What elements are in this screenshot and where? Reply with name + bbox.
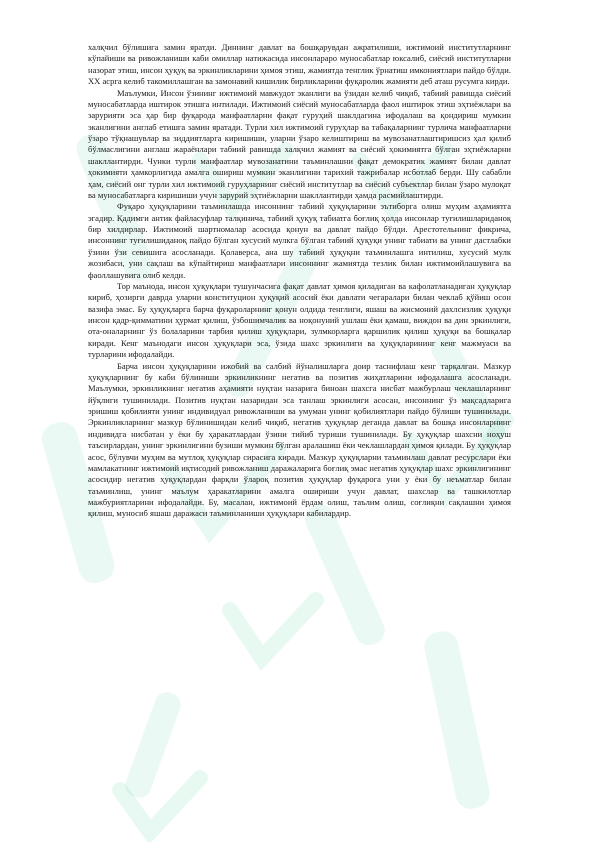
- paragraph: халқчил бўлишига замин яратди. Диннинг давлат ва бошқарувдан ажратилиши, ижтимоий институтларнинг кўпайиши ва ривожланиши каби омиллар натижасида инсонлараро муносабатлар юксалиб, сиёсий институтларни назорат этиш, инсон ҳуқуқ ва эркинликларини ҳимоя этиш, жамиятда тенглик ўрнатиш имкониятлари пайдо бўлди. XX асрга келиб такомиллашган ва замонавий кишилик бирликларини фуқаролик жамияти деб аташ русумга кирди.: [88, 42, 511, 87]
- body-text: [88, 42, 511, 520]
- paragraph: Барча инсон ҳуқуқларини ижобий ва салбий йўналишларга доир таснифлаш кенг тарқалган. Мазкур ҳуқуқларнинг бу каби бўлиниши эркинликнинг негатив ва позитив жиҳатларини ифодалашга асосланади. Маълумки, эркинликнинг негатив аҳамияти нуқтаи назарига биноан шахсга нисбат мажбурлаш чеклашларнинг йўқлиги тушинилади. Позитив нуқтан назаридан эса танлаш эркинлиги асосан, инсоннинг ўз мақсадларига эришиш қобилияти унинг индивидуал ривожланиши ва умуман унинг қобилиятлари пайдо бўлиши тушинилади. Эркинликларнинг мазкур бўлинишидан келиб чиқиб, негатив ҳуқуқлар деганда давлат ва бошқа инсонларнинг индивидга нисбатан у ёки бу ҳаракатлардан ўзини тийиб туриши тушинилади. Бу ҳуқуқлар шахсни ноҳуш таъсирлардан, унинг эркинлигини бузиши мумкин бўлган аралашиш ёки чеклашлардан ҳимоя қилади. Бу ҳуқуқлар асос, бўлувчи муҳим ва мутлоқ ҳуқуқлар сирасига киради. Мазкур ҳуқуқларни таъминлаш давлат ресурслари ёки мамлакатнинг ижтимоий иқтисодий ривожланиш даражаларига боғлиқ эмас негатив ҳуқуқлар шахс эркинлигининг асосидир негатив ҳуқуқлардан фарқли ўлароқ позитив ҳуқуқлар фуқарога уни у ёки бу неъматлар билан таъминлиш, унинг маълум ҳаракатларини амалга ошириши учун давлат, шахслар ва ташкилотлар мажбуриятларини ифодалайди. Бу, масалан, ижтимоий ёрдам олиш, таълим олиш, соғлиқни сақлашни ҳимоя қилиш, муносиб яшаш даражаси таъминланиши ҳуқуқлари кабилардир.: [88, 360, 511, 519]
- paragraph: Маълумки, Инсон ўзининг ижтимоий мавжудот эканлиги ва ўзидан келиб чиқиб, табиий равишда сиёсий муносабатларда иштирок этишга интилади. Ижтимоий сиёсий муносабатларда фаол иштирок этиш эҳтиёжлари ва зарурияти эса ҳар бир фуқарода манфаатларни фақат гуруҳий шаклдагина ифодалаш ва қондириш мумкин эканлигини англаб етишга замин яратади. Турли хил ижтимоий гуруҳлар ва табақаларнинг турлича манфаатларни ўзаро тўқнашувлар ва зиддиятларга киришиши, уларни ўзаро келиштириш ва мувозанатлаштиришсиз ҳал қилиб бўлмаслигини англаш жараёнлари табиий равишда халқчил жамият ва сиёсий ҳокимиятга бўлган эҳтиёжларни шакллантирди. Чунки турли манфаатлар мувозанатини таъминлашни фақат демократик жамият билан давлат ҳокимияти ҳамкорлигида амалга ошириш мумкин эканлигини тарихий тажрибалар исботлаб берди. Шу сабабли ҳам, сиёсий онг турли хил ижтимоий гуруҳларнинг сиёсий институтлар ва сиёсий субъектлар билан ўзаро мулоқат ва муносабатларга киришиши учун зарурий эҳтиёжларни шакллантирди ҳамда расмийлаштирди.: [88, 87, 511, 200]
- paragraph: Фуқаро ҳуқуқларини таъминлашда инсоннинг табиий ҳуқуқларини эътиборга олиш муҳим аҳамиятга эгадир. Қадимги антик файласуфлар талқинича, табиий ҳуқуқ табиатга боғлиқ ҳолда инсонлар туғилишлариданоқ бир хилдирлар. Ижтимоий шартномалар асосида қонун ва давлат пайдо бўлди. Арестотельнинг фикрича, инсоннинг туғилишиданоқ пайдо бўлган хусусий мулкга бўлган табиий ҳуқуқи унинг табиати ва унинг дастлабки ўзини ўзи севишига асосланади. Қолаверса, ана шу табиий ҳуқуқни таъминлашга интилиш, хусусий мулк жозибаси, уни сақлаш ва кўпайтириш манфаатлари инсоннинг жамиятда тезлик билан ижтимоийлашувига ва фаоллашувига олиб келди.: [88, 201, 511, 280]
- paragraph: Тор маънода, инсон ҳуқуқлари тушунчасига фақат давлат ҳимоя қиладиган ва кафолатланадиган ҳуқуқлар кириб, ҳозирги даврда уларни конституцион ҳуқуқий асосий ёки давлати чегаралари билан чеклаб қўйиш осон вазифа эмас. Бу ҳуқуқларга барча фуқароларнинг қонун олдида тенглиги, яшаш ва жисмоний дахлсизлик ҳуқуқи инсон қадр-қимматини ҳурмат қилиш, ўзбошимчалик ва ноқонуний ушлаш ёки қамаш, виждон ва дин эркинлиги, ота-оналарнинг ўз болаларини тарбия қилиш ҳуқуқлари, зулмкорларга қаршилик қилиш ҳуқуқи ва бошқалар киради. Кенг маънодаги инсон ҳуқуқлари эса, ўзида шахс эркинлиги ва ҳуқуқларининг кенг мажмуаси ва турларини ифодалайди.: [88, 280, 511, 360]
